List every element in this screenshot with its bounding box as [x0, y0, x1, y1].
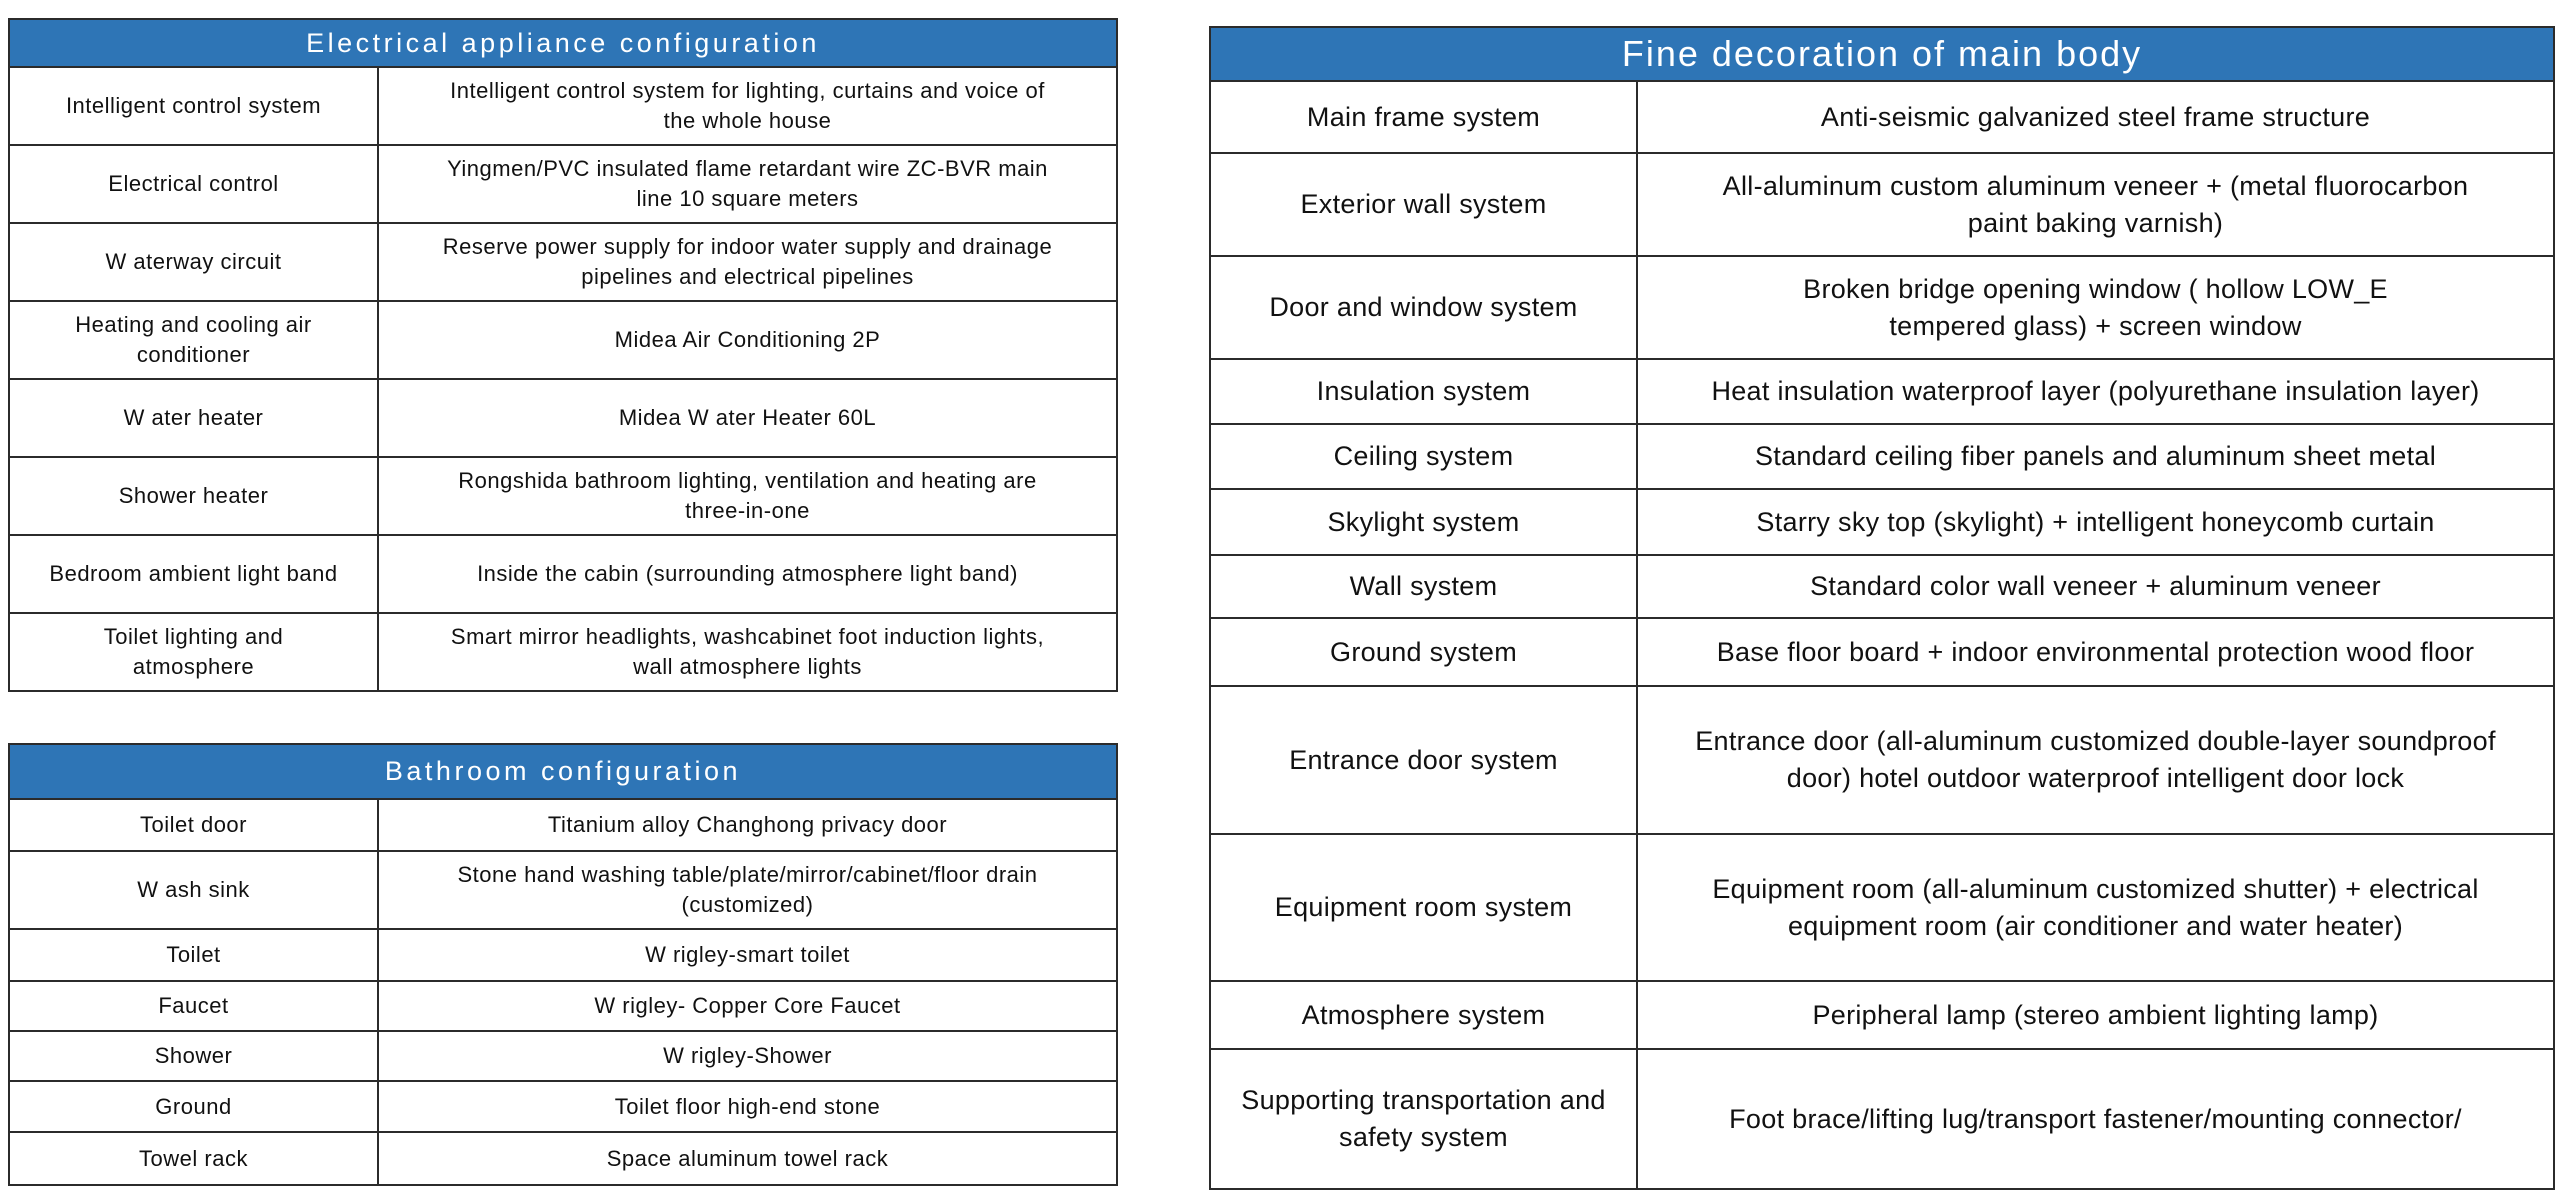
table-row	[9, 457, 1117, 535]
table-row	[1210, 834, 2554, 981]
row-label-cell: Supporting transportation and safety system	[1210, 1049, 1637, 1189]
table-row	[9, 535, 1117, 613]
row-value-cell: Smart mirror headlights, washcabinet foot induction lights, wall atmosphere lights	[378, 613, 1117, 691]
table-row	[9, 929, 1117, 981]
row-value-cell: W rigley-smart toilet	[378, 929, 1117, 981]
row-label-cell: Shower	[9, 1031, 378, 1081]
row-label-cell: Main frame system	[1210, 81, 1637, 153]
table-row	[1210, 555, 2554, 618]
table-row	[9, 1132, 1117, 1185]
row-label-cell: Electrical control	[9, 145, 378, 223]
table-row	[9, 851, 1117, 929]
table-header-row	[9, 744, 1117, 799]
table-row	[1210, 618, 2554, 686]
row-value-cell: Base floor board + indoor environmental protection wood floor	[1637, 618, 2554, 686]
table-row	[9, 981, 1117, 1031]
row-value-cell: Stone hand washing table/plate/mirror/cabinet/floor drain (customized)	[378, 851, 1117, 929]
row-value-cell: Starry sky top (skylight) + intelligent honeycomb curtain	[1637, 489, 2554, 555]
table-row	[1210, 153, 2554, 256]
row-label-cell: Toilet door	[9, 799, 378, 851]
table-header-row	[1210, 27, 2554, 81]
table-row	[9, 145, 1117, 223]
row-label-cell: Exterior wall system	[1210, 153, 1637, 256]
row-label-cell: Ground system	[1210, 618, 1637, 686]
row-value-cell: Titanium alloy Changhong privacy door	[378, 799, 1117, 851]
row-label-cell: Insulation system	[1210, 359, 1637, 424]
row-value-cell: Midea Air Conditioning 2P	[378, 301, 1117, 379]
table-row	[1210, 424, 2554, 489]
table-row	[9, 1081, 1117, 1132]
table-row	[9, 67, 1117, 145]
row-value-cell: Inside the cabin (surrounding atmosphere light band)	[378, 535, 1117, 613]
row-label-cell: Equipment room system	[1210, 834, 1637, 981]
row-value-cell: Anti-seismic galvanized steel frame structure	[1637, 81, 2554, 153]
row-label-cell: Door and window system	[1210, 256, 1637, 359]
main-body-table	[1209, 26, 2555, 1190]
table-row	[9, 613, 1117, 691]
row-value-cell: Foot brace/lifting lug/transport fastener/mounting connector/	[1637, 1049, 2554, 1189]
row-label-cell: W ash sink	[9, 851, 378, 929]
row-value-cell: Peripheral lamp (stereo ambient lighting lamp)	[1637, 981, 2554, 1049]
row-label-cell: Toilet lighting and atmosphere	[9, 613, 378, 691]
row-label-cell: W ater heater	[9, 379, 378, 457]
row-label-cell: Towel rack	[9, 1132, 378, 1185]
table-row	[1210, 489, 2554, 555]
table-row	[9, 301, 1117, 379]
row-value-cell: Intelligent control system for lighting, curtains and voice of the whole house	[378, 67, 1117, 145]
table-row	[1210, 686, 2554, 834]
row-value-cell: Broken bridge opening window ( hollow LOW_E tempered glass) + screen window	[1637, 256, 2554, 359]
row-value-cell: Rongshida bathroom lighting, ventilation and heating are three-in-one	[378, 457, 1117, 535]
row-label-cell: Heating and cooling air conditioner	[9, 301, 378, 379]
row-value-cell: W rigley- Copper Core Faucet	[378, 981, 1117, 1031]
row-value-cell: All-aluminum custom aluminum veneer + (metal fluorocarbon paint baking varnish)	[1637, 153, 2554, 256]
table-row	[9, 1031, 1117, 1081]
table-row	[1210, 81, 2554, 153]
row-label-cell: Toilet	[9, 929, 378, 981]
row-value-cell: Entrance door (all-aluminum customized double-layer soundproof door) hotel outdoor waterproof intelligent door lock	[1637, 686, 2554, 834]
table-title: Fine decoration of main body	[1210, 27, 2554, 81]
table-title: Electrical appliance configuration	[9, 19, 1117, 67]
row-value-cell: Midea W ater Heater 60L	[378, 379, 1117, 457]
table-row	[9, 223, 1117, 301]
row-value-cell: Standard ceiling fiber panels and aluminum sheet metal	[1637, 424, 2554, 489]
row-label-cell: Bedroom ambient light band	[9, 535, 378, 613]
table-row	[1210, 359, 2554, 424]
row-label-cell: Atmosphere system	[1210, 981, 1637, 1049]
table-row	[1210, 256, 2554, 359]
table-row	[9, 799, 1117, 851]
row-label-cell: Wall system	[1210, 555, 1637, 618]
row-label-cell: Ceiling system	[1210, 424, 1637, 489]
row-value-cell: Standard color wall veneer + aluminum veneer	[1637, 555, 2554, 618]
row-value-cell: Equipment room (all-aluminum customized shutter) + electrical equipment room (air conditioner and water heater)	[1637, 834, 2554, 981]
row-label-cell: Skylight system	[1210, 489, 1637, 555]
row-label-cell: Faucet	[9, 981, 378, 1031]
table-title: Bathroom configuration	[9, 744, 1117, 799]
row-value-cell: Yingmen/PVC insulated flame retardant wire ZC-BVR main line 10 square meters	[378, 145, 1117, 223]
row-value-cell: Reserve power supply for indoor water supply and drainage pipelines and electrical pipelines	[378, 223, 1117, 301]
bathroom-table	[8, 743, 1118, 1186]
row-label-cell: W aterway circuit	[9, 223, 378, 301]
table-row	[9, 379, 1117, 457]
table-header-row	[9, 19, 1117, 67]
row-value-cell: Toilet floor high-end stone	[378, 1081, 1117, 1132]
row-value-cell: Heat insulation waterproof layer (polyurethane insulation layer)	[1637, 359, 2554, 424]
row-value-cell: Space aluminum towel rack	[378, 1132, 1117, 1185]
row-label-cell: Shower heater	[9, 457, 378, 535]
table-row	[1210, 1049, 2554, 1189]
table-row	[1210, 981, 2554, 1049]
row-value-cell: W rigley-Shower	[378, 1031, 1117, 1081]
row-label-cell: Ground	[9, 1081, 378, 1132]
electrical-table	[8, 18, 1118, 692]
row-label-cell: Entrance door system	[1210, 686, 1637, 834]
row-label-cell: Intelligent control system	[9, 67, 378, 145]
